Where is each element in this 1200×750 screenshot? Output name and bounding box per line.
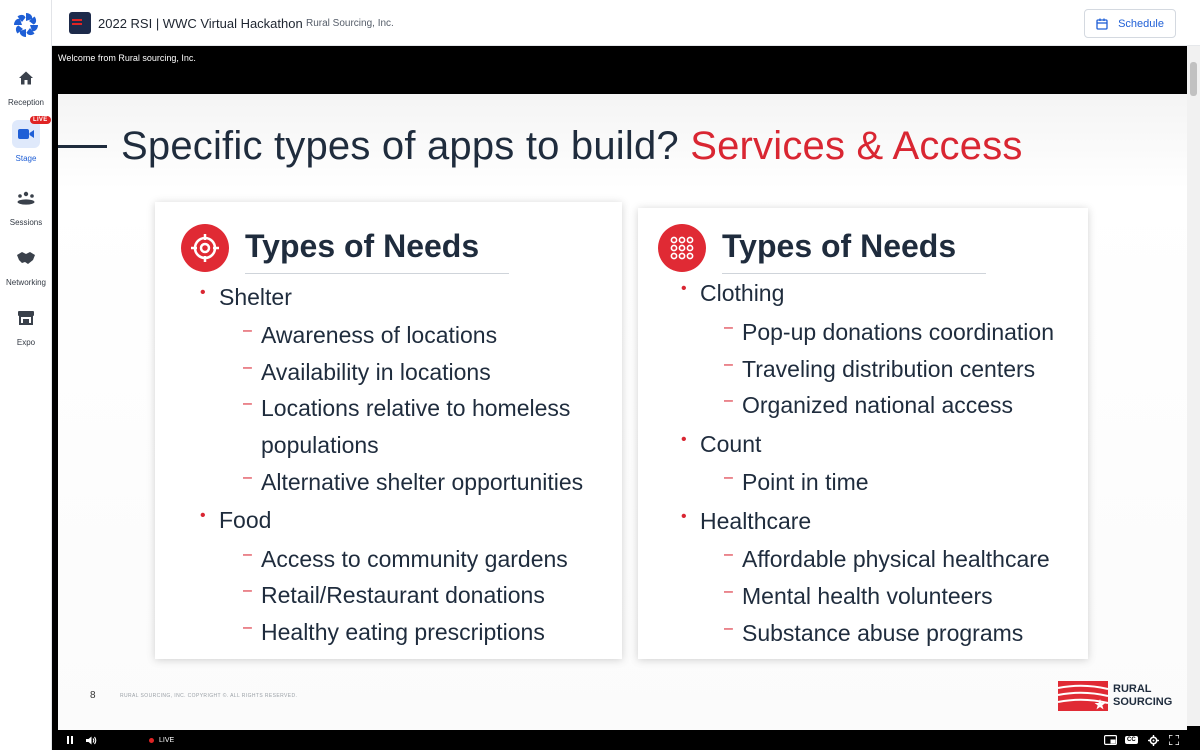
title-dash xyxy=(58,145,107,148)
gear-icon xyxy=(1148,735,1159,746)
target-icon xyxy=(181,224,229,272)
schedule-button[interactable] xyxy=(1084,9,1176,38)
settings-button[interactable] xyxy=(1148,730,1159,750)
heading-divider xyxy=(722,273,986,274)
list-item: – Awareness of locations xyxy=(243,322,498,348)
clothing-pattern-icon xyxy=(658,224,706,272)
list-item: – Retail/Restaurant donations xyxy=(243,582,545,608)
list-item: – Substance abuse programs xyxy=(724,620,1024,646)
list-item: – Alternative shelter opportunities xyxy=(243,469,584,495)
list-item: • Count xyxy=(681,431,762,457)
brand-text: RURAL SOURCING xyxy=(1113,683,1173,708)
slide-title xyxy=(121,124,1023,169)
list-item: • Food xyxy=(200,507,272,533)
top-bar xyxy=(52,0,1200,46)
stage-video-area xyxy=(52,46,1200,750)
captions-button[interactable] xyxy=(1125,730,1138,750)
pip-icon xyxy=(1104,735,1117,745)
fullscreen-icon xyxy=(1169,735,1179,745)
list-item: • Shelter xyxy=(200,284,292,310)
organizer-name[interactable]: Rural Sourcing, Inc. xyxy=(306,18,394,29)
list-item: – Availability in locations xyxy=(243,359,491,385)
pause-button[interactable] xyxy=(66,730,74,750)
presentation-slide xyxy=(58,94,1187,730)
sidebar-item-sessions[interactable] xyxy=(0,184,52,227)
volume-icon xyxy=(86,736,97,745)
live-dot-icon xyxy=(149,738,154,743)
live-label: LIVE xyxy=(159,736,175,744)
list-item: – Traveling distribution centers xyxy=(724,356,1036,382)
flag-icon xyxy=(1056,677,1112,715)
slide-page-number: 8 xyxy=(90,690,96,701)
sidebar-item-label: Reception xyxy=(7,98,45,107)
player-controls xyxy=(52,730,1200,750)
left-sidebar xyxy=(0,0,52,750)
rural-sourcing-logo xyxy=(1056,677,1173,717)
list-item: – Access to community gardens xyxy=(243,546,568,572)
needs-card-right xyxy=(638,208,1088,659)
sidebar-item-stage[interactable] xyxy=(0,117,52,163)
sessions-icon xyxy=(12,184,40,212)
list-item: – Point in time xyxy=(724,469,869,495)
sidebar-item-label: Sessions xyxy=(9,218,43,227)
volume-button[interactable] xyxy=(86,730,97,750)
event-logo-icon xyxy=(69,12,91,34)
sidebar-item-label: Expo xyxy=(16,338,36,347)
schedule-label: Schedule xyxy=(1118,17,1164,30)
booth-icon xyxy=(12,304,40,332)
slide-title-accent: Services & Access xyxy=(690,124,1023,168)
home-icon xyxy=(12,64,40,92)
slide-title-main: Specific types of apps to build? xyxy=(121,124,679,168)
sidebar-item-label: Networking xyxy=(5,278,46,287)
card-heading: Types of Needs xyxy=(722,228,957,264)
handshake-icon xyxy=(12,244,40,272)
slide-copyright: RURAL SOURCING, INC. COPYRIGHT ©. ALL RIGHTS RESERVED. xyxy=(120,693,298,699)
scrollbar[interactable] xyxy=(1187,46,1200,726)
event-title: 2022 RSI | WWC Virtual Hackathon xyxy=(98,16,303,31)
list-item: – Affordable physical healthcare xyxy=(724,546,1050,572)
needs-card-left xyxy=(155,202,622,659)
live-badge: LIVE xyxy=(30,116,51,124)
list-item: – Pop-up donations coordination xyxy=(724,319,1055,345)
list-item: • Healthcare xyxy=(681,508,812,534)
list-item: – Locations relative to homeless xyxy=(243,395,571,421)
picture-in-picture-button[interactable] xyxy=(1104,730,1117,750)
sidebar-item-expo[interactable] xyxy=(0,304,52,347)
stream-title: Welcome from Rural sourcing, Inc. xyxy=(58,53,196,63)
fullscreen-button[interactable] xyxy=(1169,730,1179,750)
sidebar-item-networking[interactable] xyxy=(0,244,52,287)
list-item: – Healthy eating prescriptions xyxy=(243,619,545,645)
card-heading: Types of Needs xyxy=(245,228,480,264)
list-item: populations xyxy=(261,432,379,458)
live-indicator xyxy=(149,730,174,750)
scrollbar-thumb[interactable] xyxy=(1190,62,1197,96)
list-item: • Clothing xyxy=(681,280,785,306)
cc-icon: CC xyxy=(1127,737,1136,743)
list-item: – Mental health volunteers xyxy=(724,583,993,609)
video-camera-icon xyxy=(12,120,40,148)
pause-icon xyxy=(66,736,74,744)
calendar-icon xyxy=(1096,18,1108,30)
heading-divider xyxy=(245,273,509,274)
list-item: – Organized national access xyxy=(724,392,1014,418)
sidebar-item-reception[interactable] xyxy=(0,64,52,107)
app-logo-icon[interactable] xyxy=(11,10,41,40)
sidebar-item-label: Stage xyxy=(15,154,37,163)
